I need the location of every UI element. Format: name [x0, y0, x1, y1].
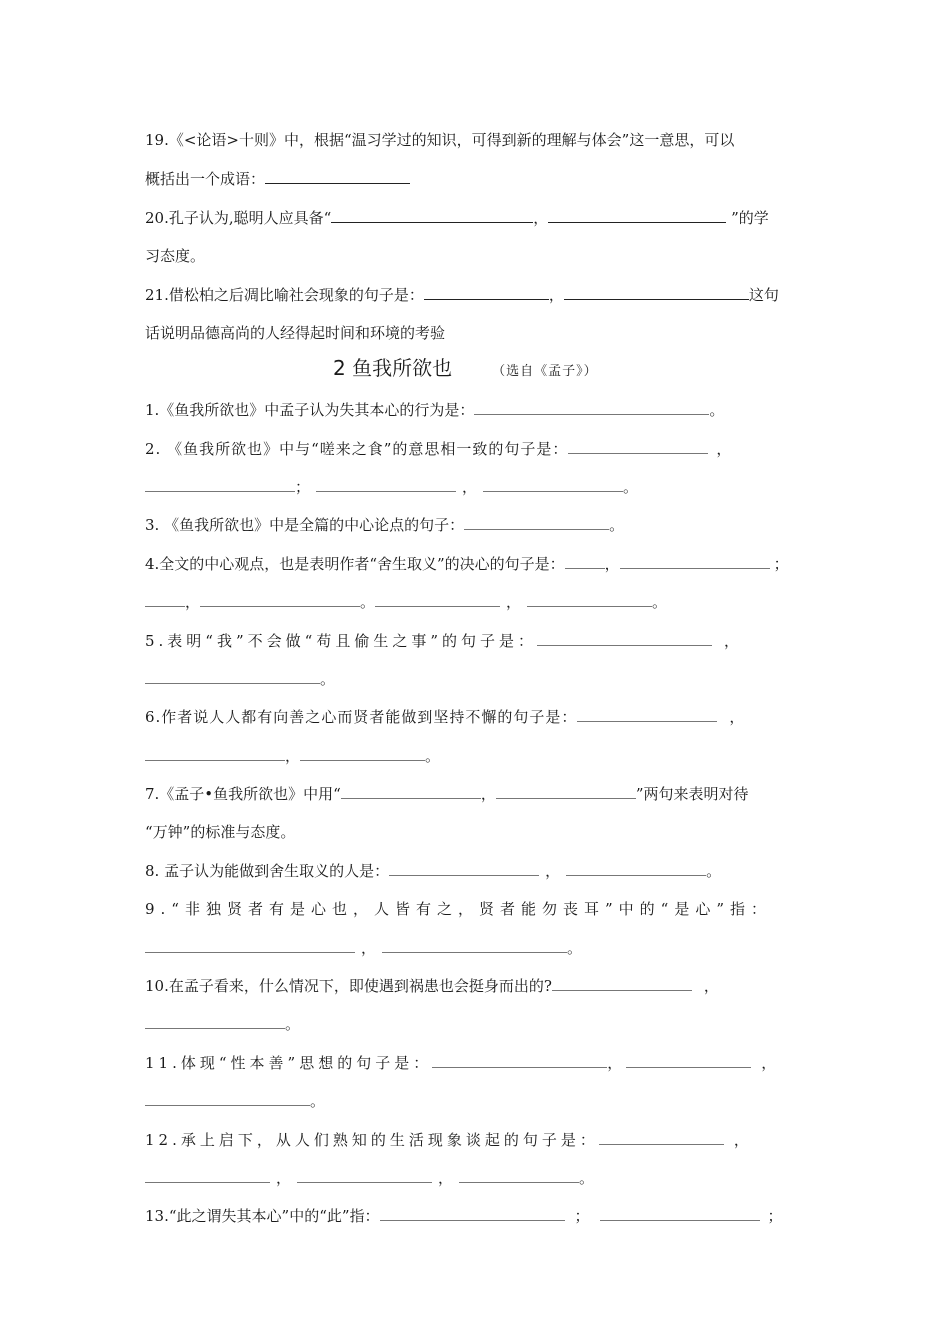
answer-blank[interactable]: [599, 1129, 724, 1145]
answer-blank[interactable]: [145, 745, 285, 761]
answer-blank[interactable]: [548, 207, 726, 223]
item-8: 8. 孟子认为能做到舍生取义的人是： ， 。: [145, 862, 722, 880]
q21-line2: 话说明品德高尚的人经得起时间和环境的考验: [145, 324, 446, 342]
answer-blank[interactable]: [145, 1090, 310, 1106]
item-1: 1.《鱼我所欲也》中孟子认为失其本心的行为是： 。: [145, 401, 725, 419]
answer-blank[interactable]: [145, 1167, 270, 1183]
answer-blank[interactable]: [432, 1052, 607, 1068]
item-7-line1: 7.《孟子•鱼我所欲也》中用“ ， ”两句来表明对待: [145, 785, 749, 803]
answer-blank[interactable]: [552, 975, 692, 991]
item-12-line1: 12.承上启下，从人们熟知的生活现象谈起的句子是： ，: [145, 1131, 753, 1149]
answer-blank[interactable]: [565, 553, 605, 569]
item-9-line1: 9.“非独贤者有是心也，人皆有之，贤者能勿丧耳”中的“是心”指：: [145, 900, 772, 918]
item-10-line2: 。: [145, 1013, 300, 1035]
answer-blank[interactable]: [537, 630, 712, 646]
item-2-line1: 2. 《鱼我所欲也》中与“嗟来之食”的意思相一致的句子是： ，: [145, 440, 733, 458]
q20-line2: 习态度。: [145, 247, 206, 265]
item-10-line1: 10.在孟子看来，什么情况下，即使遇到祸患也会挺身而出的? ，: [145, 977, 719, 995]
item-6-line2: ， 。: [145, 745, 440, 767]
answer-blank[interactable]: [459, 1167, 579, 1183]
item-2-line2: ； ， 。: [145, 476, 638, 498]
answer-blank[interactable]: [483, 476, 623, 492]
answer-blank[interactable]: [145, 476, 295, 492]
item-11-line1: 11.体现“性本善”思想的句子是： ， ，: [145, 1054, 781, 1072]
item-4-line1: 4.全文的中心观点，也是表明作者“舍生取义”的决心的句子是： ， ；: [145, 555, 789, 573]
item-13: 13.“此之谓失其本心”中的“此”指： ； ；: [145, 1207, 783, 1225]
item-12-line2: ， ， 。: [145, 1167, 594, 1189]
answer-blank[interactable]: [527, 591, 652, 607]
answer-blank[interactable]: [380, 1205, 565, 1221]
answer-blank[interactable]: [331, 207, 533, 223]
q20-line1: 20.孔子认为,聪明人应具备“ ， ”的学: [145, 209, 769, 227]
answer-blank[interactable]: [464, 514, 609, 530]
answer-blank[interactable]: [564, 284, 749, 300]
item-7-line2: “万钟”的标准与态度。: [145, 823, 296, 841]
answer-blank[interactable]: [341, 783, 481, 799]
answer-blank[interactable]: [620, 553, 770, 569]
answer-blank[interactable]: [265, 168, 410, 184]
item-5-line1: 5.表明“我”不会做“苟且偷生之事”的句子是： ，: [145, 632, 744, 650]
answer-blank[interactable]: [145, 937, 355, 953]
answer-blank[interactable]: [297, 1167, 432, 1183]
answer-blank[interactable]: [300, 745, 425, 761]
answer-blank[interactable]: [145, 1013, 285, 1029]
answer-blank[interactable]: [389, 860, 539, 876]
answer-blank[interactable]: [145, 668, 320, 684]
answer-blank[interactable]: [496, 783, 636, 799]
answer-blank[interactable]: [382, 937, 567, 953]
answer-blank[interactable]: [474, 399, 709, 415]
answer-blank[interactable]: [424, 284, 549, 300]
item-3: 3. 《鱼我所欲也》中是全篇的中心论点的句子： 。: [145, 516, 625, 534]
answer-blank[interactable]: [566, 860, 706, 876]
item-9-line2: ， 。: [145, 937, 582, 959]
item-11-line2: 。: [145, 1090, 325, 1112]
item-6-line1: 6.作者说人人都有向善之心而贤者能做到坚持不懈的句子是： ，: [145, 708, 746, 726]
section-subtitle: （选自《孟子》）: [492, 364, 598, 379]
q21-line1: 21.借松柏之后凋比喻社会现象的句子是： ， 这句: [145, 286, 779, 304]
answer-blank[interactable]: [600, 1205, 760, 1221]
answer-blank[interactable]: [626, 1052, 751, 1068]
answer-blank[interactable]: [375, 591, 500, 607]
answer-blank[interactable]: [200, 591, 360, 607]
answer-blank[interactable]: [568, 438, 708, 454]
q19-line1: 19.《<论语>十则》中，根据“温习学过的知识，可得到新的理解与体会”这一意思，可以: [145, 131, 735, 149]
answer-blank[interactable]: [316, 476, 456, 492]
answer-blank[interactable]: [145, 591, 185, 607]
item-4-line2: ， 。 ， 。: [145, 591, 667, 613]
q19-line2: 概括出一个成语：: [145, 168, 410, 190]
section-title: 2 鱼我所欲也 （选自《孟子》）: [333, 356, 598, 380]
answer-blank[interactable]: [577, 706, 717, 722]
item-5-line2: 。: [145, 668, 335, 690]
